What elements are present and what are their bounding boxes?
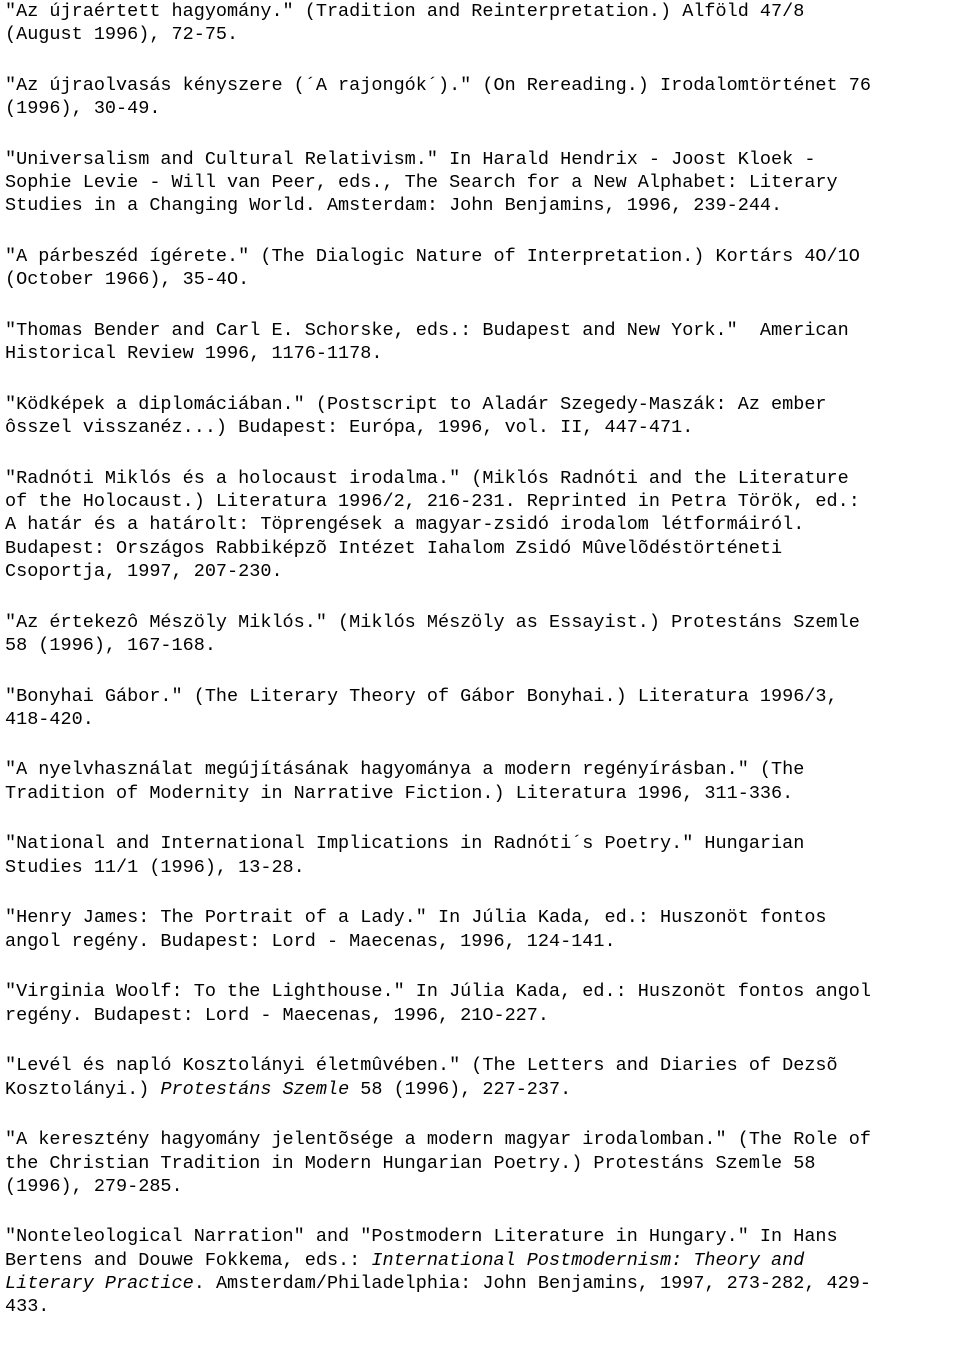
entry-line [5,1175,957,1198]
bibliography-entry [5,1054,957,1100]
entry-text: 58 (1996), 227-237. [349,1078,572,1100]
bibliography-entry [5,245,957,291]
entry-text: Sophie Levie - Will van Peer, eds., The Search for a New Alphabet: Literary [5,172,838,194]
bibliography-entry [5,1225,957,1318]
entry-text: Tradition of Modernity in Narrative Fiction.) Literatura 1996, 311-336. [5,782,794,804]
entry-text: 433. [5,1296,50,1318]
bibliography-entry [5,0,957,46]
entry-text: "A nyelvhasználat megújításának hagyománya a modern regényírásban." (The [5,759,805,781]
entry-text: of the Holocaust.) Literatura 1996/2, 216-231. Reprinted in Petra Török, ed.: [5,491,860,513]
entry-line [5,490,957,513]
entry-text: (1996), 279-285. [5,1175,183,1197]
bibliography-entry [5,906,957,952]
entry-text: Kosztolányi.) [5,1078,161,1100]
entry-line [5,708,957,731]
entry-line [5,97,957,120]
entry-line [5,0,957,23]
bibliography-entry [5,74,957,120]
entry-line [5,782,957,805]
entry-text: Csoportja, 1997, 207-230. [5,560,283,582]
bibliography-entry [5,467,957,583]
entry-text: (1996), 30-49. [5,98,161,120]
entry-text: A határ és a határolt: Töprengések a magyar-zsidó irodalom létformáiról. [5,514,805,536]
entry-line [5,560,957,583]
bibliography-entry [5,148,957,218]
entry-line [5,1272,957,1295]
entry-text: (August 1996), 72-75. [5,24,239,46]
entry-text: Studies 11/1 (1996), 13-28. [5,856,305,878]
entry-text: "Thomas Bender and Carl E. Schorske, eds.: Budapest and New York." American [5,320,849,342]
entry-line [5,393,957,416]
entry-text: Studies in a Changing World. Amsterdam: John Benjamins, 1996, 239-244. [5,195,783,217]
bibliography-entry [5,832,957,878]
bibliography-entry [5,1128,957,1198]
entry-line [5,467,957,490]
entry-text: "Az újraértett hagyomány." (Tradition and Reinterpretation.) Alföld 47/8 [5,1,805,22]
entry-line [5,758,957,781]
entry-line [5,906,957,929]
entry-line [5,980,957,1003]
entry-text: "Ködképek a diplomáciában." (Postscript to Aladár Szegedy-Maszák: Az ember [5,394,827,416]
entry-text: 418-420. [5,708,94,730]
entry-text: "A párbeszéd ígérete." (The Dialogic Nature of Interpretation.) Kortárs 4O/1O [5,246,860,268]
entry-text: the Christian Tradition in Modern Hungarian Poetry.) Protestáns Szemle 58 [5,1152,816,1174]
entry-line [5,685,957,708]
bibliography-entry [5,611,957,657]
entry-line [5,537,957,560]
bibliography-entry [5,758,957,804]
entry-text: "Bonyhai Gábor." (The Literary Theory of Gábor Bonyhai.) Literatura 1996/3, [5,685,838,707]
entry-line [5,1078,957,1101]
italic-title-text: International Postmodernism: Theory and [371,1249,805,1271]
entry-line [5,1152,957,1175]
entry-text: "Radnóti Miklós és a holocaust irodalma." (Miklós Radnóti and the Literature [5,468,849,489]
entry-line [5,268,957,291]
entry-text: "Az újraolvasás kényszere (´A rajongók´)." (On Rereading.) Irodalomtörténet 76 [5,74,871,96]
entry-line [5,194,957,217]
bibliography-document [5,0,957,1346]
entry-line [5,23,957,46]
entry-line [5,342,957,365]
entry-text: "Henry James: The Portrait of a Lady." In Júlia Kada, ed.: Huszonöt fontos [5,907,827,929]
entry-text: angol regény. Budapest: Lord - Maecenas, 1996, 124-141. [5,930,616,952]
entry-line [5,416,957,439]
bibliography-entry [5,319,957,365]
entry-text: "Virginia Woolf: To the Lighthouse." In Júlia Kada, ed.: Huszonöt fontos angol [5,981,871,1003]
entry-text: "Universalism and Cultural Relativism." In Harald Hendrix - Joost Kloek - [5,148,816,170]
entry-line [5,1225,957,1248]
entry-line [5,1128,957,1151]
entry-text: Historical Review 1996, 1176-1178. [5,343,383,365]
entry-text: "Az értekezô Mészöly Miklós." (Miklós Mészöly as Essayist.) Protestáns Szemle [5,611,860,633]
entry-text: "National and International Implications in Radnóti´s Poetry." Hungarian [5,833,805,855]
bibliography-entry [5,685,957,731]
entry-text: "Levél és napló Kosztolányi életmûvében." (The Letters and Diaries of Dezsõ [5,1055,838,1077]
entry-text: "A keresztény hagyomány jelentõsége a modern magyar irodalomban." (The Role of [5,1129,871,1151]
entry-line [5,611,957,634]
entry-text: (October 1966), 35-4O. [5,269,250,291]
entry-line [5,930,957,953]
entry-text: Bertens and Douwe Fokkema, eds.: [5,1249,372,1271]
entry-line [5,634,957,657]
bibliography-entry [5,980,957,1026]
entry-text: ôsszel visszanéz...) Budapest: Európa, 1996, vol. II, 447-471. [5,417,694,439]
entry-line [5,1004,957,1027]
entry-line [5,148,957,171]
entry-line [5,171,957,194]
entry-text: . Amsterdam/Philadelphia: John Benjamins, 1997, 273-282, 429- [193,1272,871,1294]
entry-line [5,856,957,879]
entry-line [5,832,957,855]
entry-text: regény. Budapest: Lord - Maecenas, 1996, 21O-227. [5,1004,549,1026]
italic-title-text: Protestáns Szemle [160,1078,350,1100]
entry-line [5,245,957,268]
bibliography-entry [5,393,957,439]
entry-line [5,74,957,97]
entry-line [5,1295,957,1318]
entry-line [5,1054,957,1077]
entry-line [5,1249,957,1272]
entry-text: 58 (1996), 167-168. [5,634,216,656]
entry-text: Budapest: Országos Rabbiképzõ Intézet Iahalom Zsidó Mûvelõdéstörténeti [5,537,783,559]
entry-line [5,319,957,342]
entry-line [5,513,957,536]
entry-text: "Nonteleological Narration" and "Postmodern Literature in Hungary." In Hans [5,1226,838,1248]
italic-title-text: Literary Practice [5,1272,194,1294]
